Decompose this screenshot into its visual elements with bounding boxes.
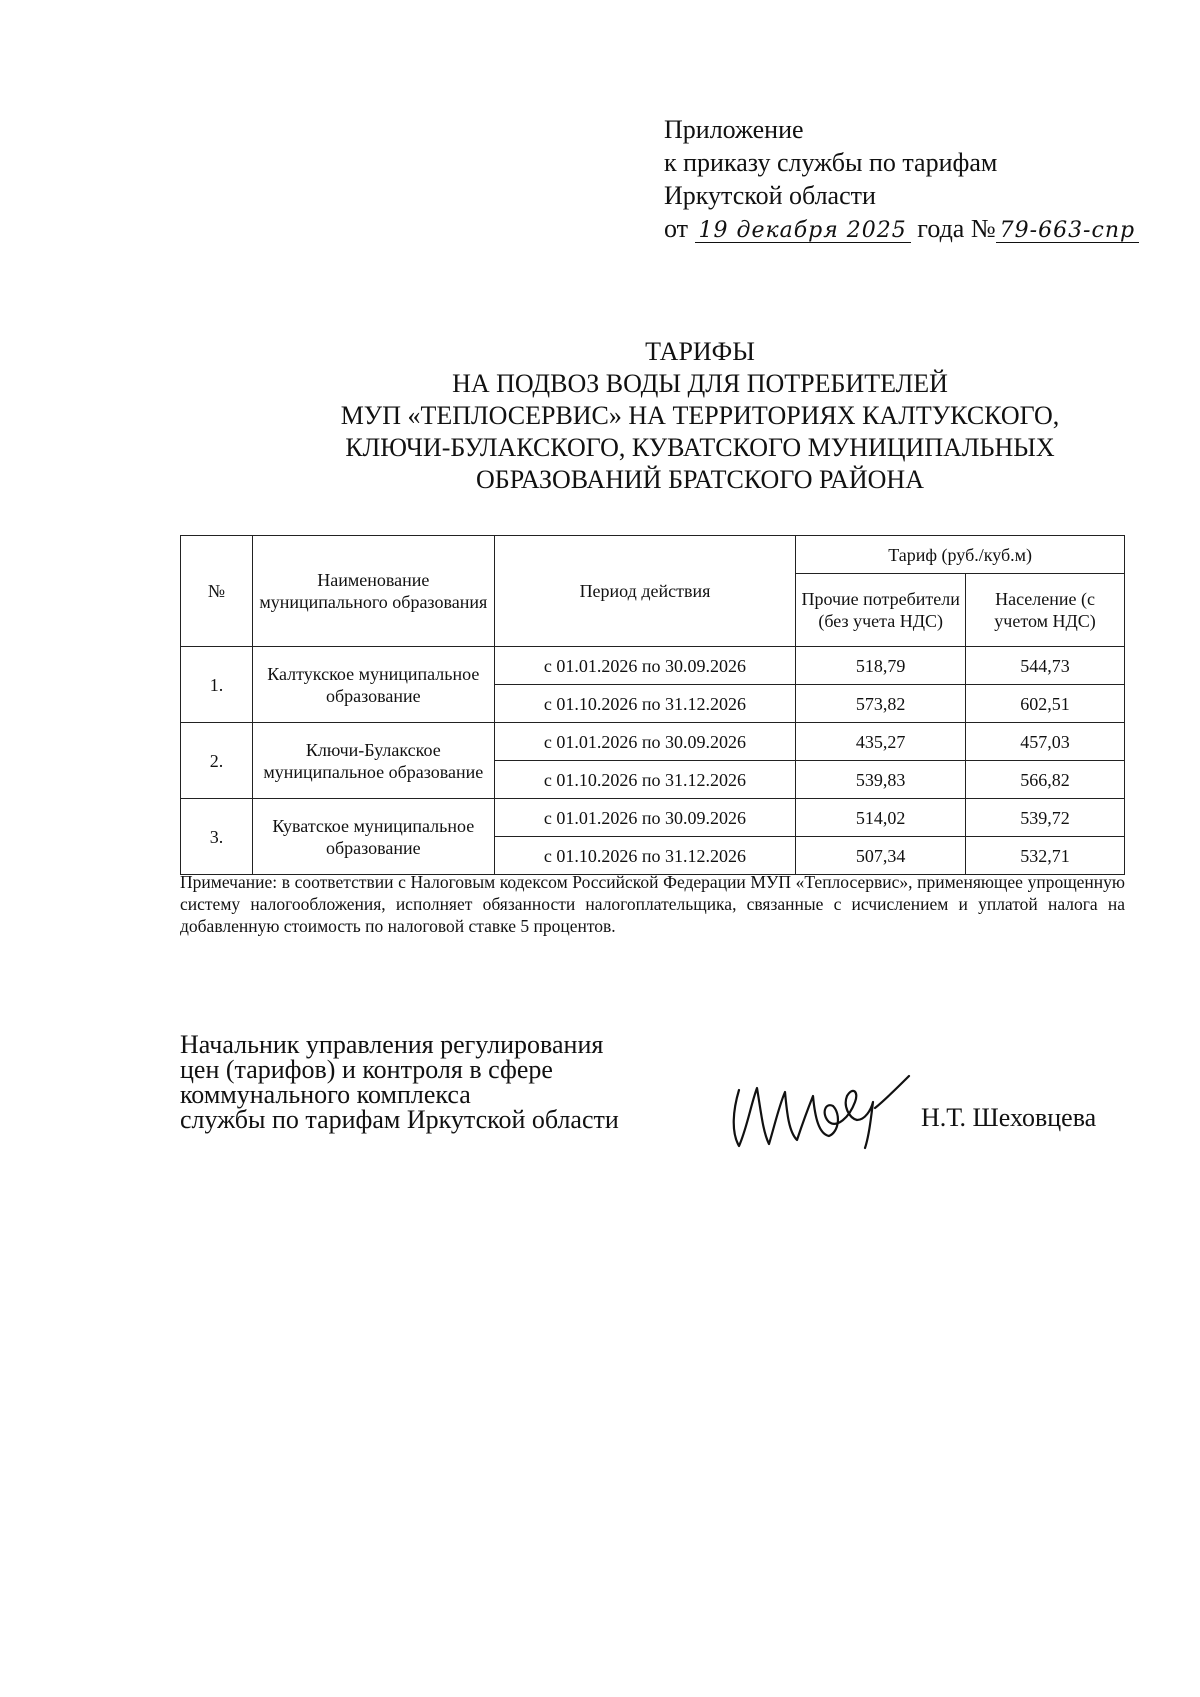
signatory-position — [180, 1032, 619, 1132]
header-tariff: Тариф (руб./куб.м) — [796, 536, 1125, 574]
title-line-2: НА ПОДВОЗ ВОДЫ ДЛЯ ПОТРЕБИТЕЛЕЙ — [452, 369, 948, 398]
handwritten-date: 19 декабря 2025 — [695, 220, 911, 243]
table-row — [181, 647, 1125, 685]
title-line-5: ОБРАЗОВАНИЙ БРАТСКОГО РАЙОНА — [475, 465, 924, 494]
tariff-population-cell: 566,82 — [966, 761, 1125, 799]
position-line-4: службы по тарифам Иркутской области — [180, 1105, 619, 1134]
appendix-line-1: Приложение — [664, 115, 804, 144]
tariff-population-cell: 602,51 — [966, 685, 1125, 723]
header-number: № — [181, 536, 253, 647]
title-line-1: ТАРИФЫ — [645, 337, 755, 366]
tariff-other-cell: 514,02 — [796, 799, 966, 837]
municipality-name: Куватское муниципальное образование — [252, 799, 494, 875]
appendix-line-3: Иркутской области — [664, 181, 876, 210]
header-period: Период действия — [494, 536, 796, 647]
position-line-2: цен (тарифов) и контроля в сфере — [180, 1055, 553, 1084]
position-line-1: Начальник управления регулирования — [180, 1030, 604, 1059]
header-other-consumers: Прочие потребители (без учета НДС) — [796, 574, 966, 647]
table-row — [181, 799, 1125, 837]
tariff-other-cell: 507,34 — [796, 837, 966, 875]
appendix-header — [664, 113, 1139, 245]
tariff-other-cell: 573,82 — [796, 685, 966, 723]
tariff-other-cell: 518,79 — [796, 647, 966, 685]
document-title — [260, 336, 1140, 496]
handwritten-order-number: 79-663-спр — [996, 220, 1139, 243]
appendix-date-line — [664, 212, 1139, 245]
header-population: Население (с учетом НДС) — [966, 574, 1125, 647]
tariff-other-cell: 539,83 — [796, 761, 966, 799]
row-number: 2. — [181, 723, 253, 799]
tariff-population-cell: 544,73 — [966, 647, 1125, 685]
header-municipality: Наименование муниципального образования — [252, 536, 494, 647]
tariff-table — [180, 535, 1125, 875]
title-line-3: МУП «ТЕПЛОСЕРВИС» НА ТЕРРИТОРИЯХ КАЛТУКСКОГО, — [340, 401, 1060, 430]
tariff-population-cell: 532,71 — [966, 837, 1125, 875]
date-suffix: года № — [917, 214, 996, 243]
table-row — [181, 723, 1125, 761]
handwritten-signature — [725, 1062, 940, 1154]
row-number: 1. — [181, 647, 253, 723]
period-cell: с 01.10.2026 по 31.12.2026 — [494, 837, 796, 875]
signer-name: Н.Т. Шеховцева — [921, 1103, 1097, 1132]
row-number: 3. — [181, 799, 253, 875]
appendix-line-2: к приказу службы по тарифам — [664, 148, 998, 177]
title-line-4: КЛЮЧИ-БУЛАКСКОГО, КУВАТСКОГО МУНИЦИПАЛЬНЫХ — [345, 433, 1055, 462]
municipality-name: Калтукское муниципальное образование — [252, 647, 494, 723]
period-cell: с 01.01.2026 по 30.09.2026 — [494, 647, 796, 685]
tariff-population-cell: 539,72 — [966, 799, 1125, 837]
position-line-3: коммунального комплекса — [180, 1080, 471, 1109]
period-cell: с 01.10.2026 по 31.12.2026 — [494, 761, 796, 799]
tariff-other-cell: 435,27 — [796, 723, 966, 761]
period-cell: с 01.01.2026 по 30.09.2026 — [494, 723, 796, 761]
municipality-name: Ключи-Булакское муниципальное образование — [252, 723, 494, 799]
date-prefix: от — [664, 214, 689, 243]
table-note: Примечание: в соответствии с Налоговым кодексом Российской Федерации МУП «Теплосервис», применяющее упрощенную систему налогообложения, исполняет обязанности налогоплательщика, связанные с исчислением и уплатой налога на добавленную стоимость по налоговой ставке 5 процентов. — [180, 872, 1125, 936]
table-header-row — [181, 536, 1125, 574]
period-cell: с 01.01.2026 по 30.09.2026 — [494, 799, 796, 837]
period-cell: с 01.10.2026 по 31.12.2026 — [494, 685, 796, 723]
tariff-population-cell: 457,03 — [966, 723, 1125, 761]
